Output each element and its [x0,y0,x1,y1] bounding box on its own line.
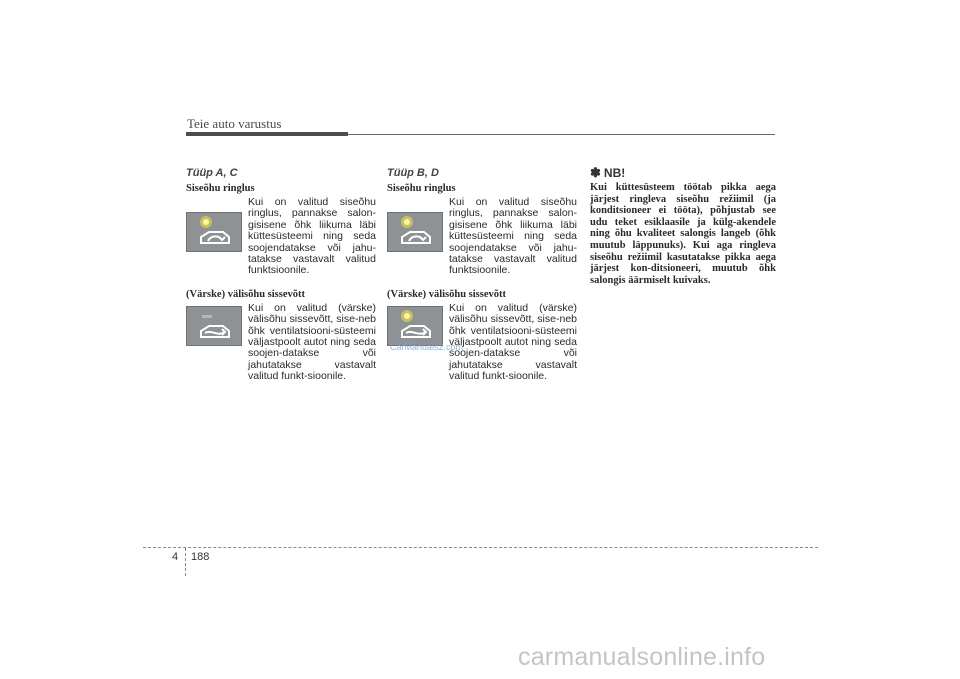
header-rule-thick [186,132,348,136]
fresh-subhead: (Värske) välisõhu sissevõtt [387,288,507,300]
fresh-air-button [186,306,242,346]
recirc-block [186,195,376,277]
asterisk-icon: ✽ [590,165,601,180]
fresh-block [186,301,376,383]
recirc-description: Kui on valitud siseõhu ringlus, pannakse salon-gisisene õhk liikuma läbi küttesüsteemi ning seda soojendatakse või jahu-tatakse vastavalt valitud funktsioonile. [248,196,376,277]
recirculation-button [186,212,242,252]
note-box [590,166,776,286]
recirc-subhead: Siseõhu ringlus [186,183,255,194]
watermark: carmanualsonline.info [518,643,766,671]
chapter-number: 4 [172,551,179,563]
note-body: Kui küttesüsteem töötab pikka aega järjest ringleva siseõhu režiimil (ja konditsioneer ei tööta), põhjustab see udu teket esiklaasile ja külg-akendele ning õhu kvaliteet salongis langeb (õhk muutub läppunuks). Kui aga ringleva siseõhu režiimil kasutatakse pikka aega järjest kon-ditsioneeri, muutub õhk salongis äärmiselt kuivaks. [590,182,776,286]
footer-vertical-rule [185,548,186,576]
footer-rule [143,547,818,548]
indicator-light-off [202,315,212,318]
section-title: Teie auto varustus [187,116,282,131]
header-rule-thin [348,134,775,135]
recirc-description: Kui on valitud siseõhu ringlus, pannakse salon-gisisene õhk liikuma läbi küttesüsteemi ning seda soojendatakse või jahu-tatakse vastavalt valitud funktsioonile. [449,196,577,277]
recirculation-button [387,212,443,252]
recirc-block [387,195,577,277]
note-heading [590,164,776,182]
fresh-air-icon [201,326,229,337]
recirculation-icon [402,232,430,243]
type-heading: Tüüp B, D [387,167,439,179]
fresh-air-icon [402,326,430,337]
page-number: 188 [191,551,210,563]
recirc-subhead: Siseõhu ringlus [387,183,456,194]
note-heading-text: NB! [603,166,626,180]
fresh-description: Kui on valitud (värske) välisõhu sissevõtt, sise-neb õhk ventilatsiooni-süsteemi väljastpoolt autot ning seda soojen-datakse või jahutatakse vastavalt valitud funkt-sioonile. [248,301,376,383]
fresh-air-button [387,306,443,346]
fresh-description: Kui on valitud (värske) välisõhu sissevõtt, sise-neb õhk ventilatsiooni-süsteemi väljastpoolt autot ning seda soojen-datakse või jahutatakse vastavalt valitud funkt-sioonile. [449,301,577,383]
recirculation-icon [201,232,229,243]
watermark-small: CarManuals2.com [390,342,464,352]
column-type-a-c [186,166,376,383]
fresh-subhead: (Värske) välisõhu sissevõtt [186,288,306,300]
type-heading: Tüüp A, C [186,167,238,179]
